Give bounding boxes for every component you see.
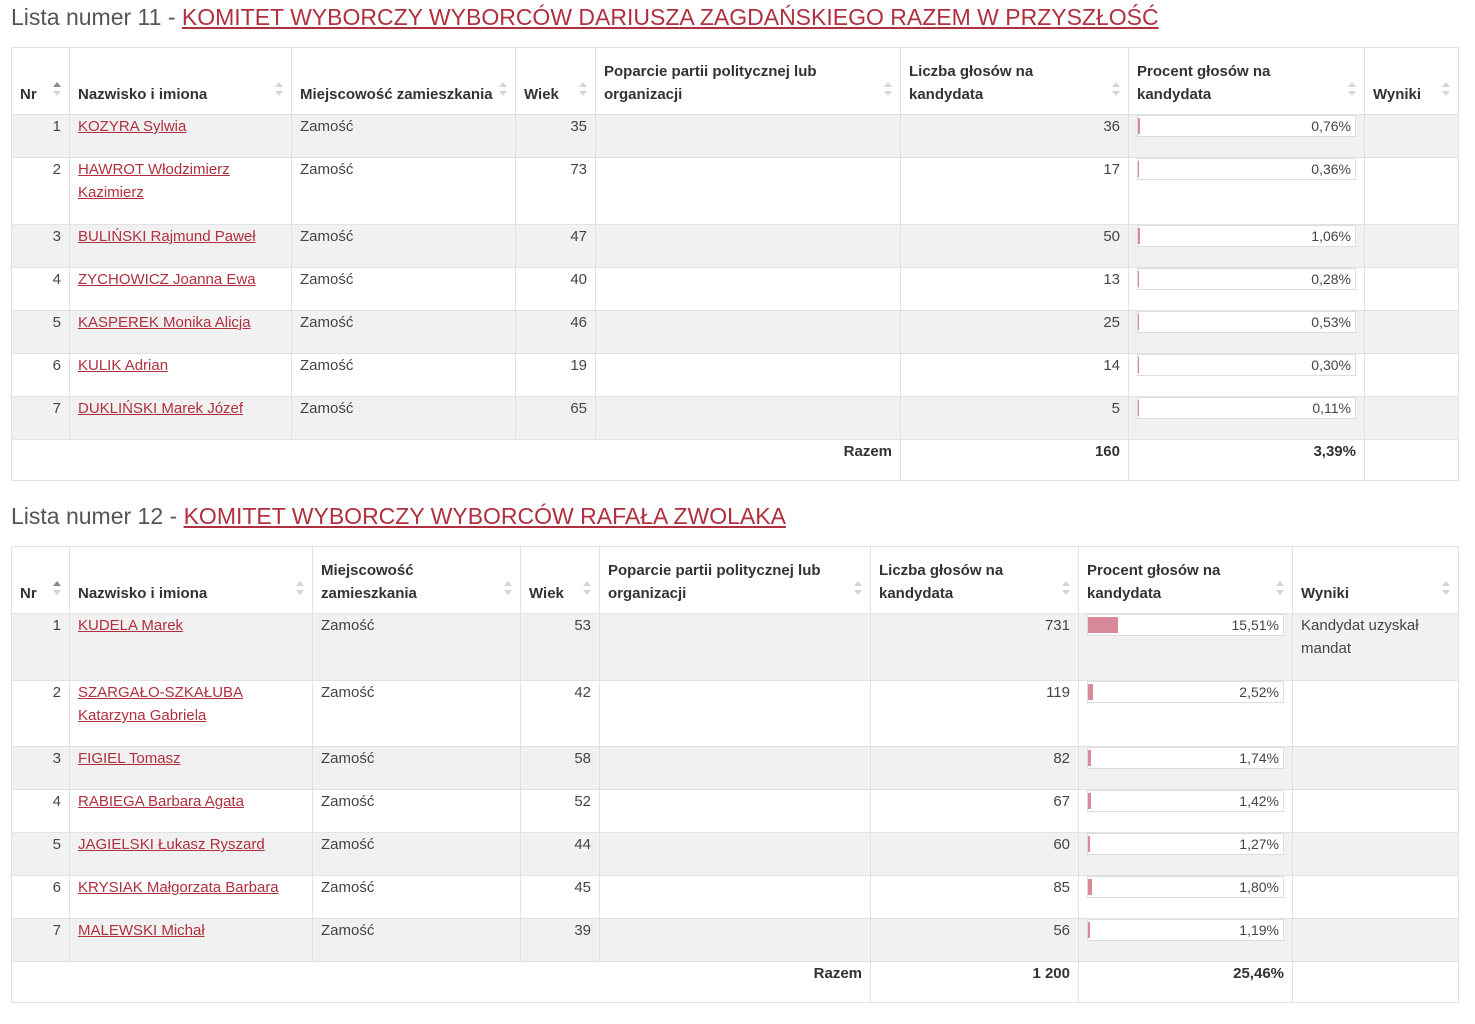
table-row <box>12 681 1459 747</box>
cell-percent <box>1079 833 1293 876</box>
cell-nr: 7 <box>12 397 70 440</box>
column-header-support[interactable]: Poparcie partii politycznej lub organizacji <box>600 547 871 614</box>
column-header-nr[interactable]: Nr <box>12 48 70 115</box>
cell-votes: 17 <box>901 158 1129 225</box>
cell-nr: 4 <box>12 268 70 311</box>
cell-nr: 5 <box>12 311 70 354</box>
committee-link[interactable]: KOMITET WYBORCZY WYBORCÓW RAFAŁA ZWOLAKA <box>183 503 786 529</box>
cell-result <box>1365 311 1459 354</box>
total-label: Razem <box>12 962 871 1003</box>
table-row <box>12 876 1459 919</box>
cell-age: 46 <box>516 311 596 354</box>
column-header-age[interactable]: Wiek <box>521 547 600 614</box>
table-row <box>12 833 1459 876</box>
cell-nr: 3 <box>12 747 70 790</box>
cell-votes: 60 <box>871 833 1079 876</box>
percent-bar-fill <box>1088 617 1118 633</box>
cell-nr: 7 <box>12 919 70 962</box>
candidate-link[interactable]: SZARGAŁO-SZKAŁUBA Katarzyna Gabriela <box>78 684 244 724</box>
cell-percent <box>1079 876 1293 919</box>
cell-name <box>70 354 292 397</box>
cell-votes: 13 <box>901 268 1129 311</box>
cell-age: 19 <box>516 354 596 397</box>
sort-icon <box>296 581 304 595</box>
cell-nr: 1 <box>12 115 70 158</box>
table-row <box>12 397 1459 440</box>
percent-value: 0,76% <box>1311 118 1351 134</box>
cell-age: 73 <box>516 158 596 225</box>
candidate-link[interactable]: KOZYRA Sylwia <box>78 118 187 135</box>
list-heading <box>11 0 1458 34</box>
candidates-table <box>11 546 1459 1003</box>
percent-value: 1,27% <box>1239 836 1279 852</box>
candidate-link[interactable]: RABIEGA Barbara Agata <box>78 793 244 810</box>
cell-result <box>1293 876 1459 919</box>
column-header-nr[interactable]: Nr <box>12 547 70 614</box>
column-header-percent[interactable]: Procent głosów na kandydata <box>1129 48 1365 115</box>
cell-name <box>70 268 292 311</box>
list-prefix: Lista numer 11 - <box>11 4 182 30</box>
cell-place: Zamość <box>313 747 521 790</box>
percent-bar <box>1087 919 1284 941</box>
cell-name <box>70 614 313 681</box>
table-row <box>12 225 1459 268</box>
percent-bar <box>1137 311 1356 333</box>
percent-value: 1,06% <box>1311 228 1351 244</box>
column-header-place[interactable]: Miejscowość zamieszkania <box>292 48 516 115</box>
cell-votes: 67 <box>871 790 1079 833</box>
candidates-table <box>11 47 1459 481</box>
candidate-link[interactable]: MALEWSKI Michał <box>78 922 205 939</box>
cell-age: 52 <box>521 790 600 833</box>
percent-bar <box>1087 681 1284 703</box>
cell-name <box>70 115 292 158</box>
sort-icon <box>579 82 587 96</box>
cell-support <box>596 225 901 268</box>
cell-age: 65 <box>516 397 596 440</box>
sort-icon <box>275 82 283 96</box>
cell-name <box>70 833 313 876</box>
list-section-11 <box>11 0 1458 481</box>
column-header-name[interactable]: Nazwisko i imiona <box>70 547 313 614</box>
total-empty <box>1365 440 1459 481</box>
percent-bar-fill <box>1138 357 1139 373</box>
cell-place: Zamość <box>292 225 516 268</box>
sort-icon <box>53 581 61 595</box>
sort-icon <box>854 581 862 595</box>
cell-nr: 4 <box>12 790 70 833</box>
sort-icon <box>499 82 507 96</box>
percent-value: 1,80% <box>1239 879 1279 895</box>
cell-name <box>70 225 292 268</box>
percent-bar-fill <box>1088 836 1090 852</box>
cell-percent <box>1129 225 1365 268</box>
cell-percent <box>1079 614 1293 681</box>
cell-support <box>600 790 871 833</box>
cell-place: Zamość <box>313 876 521 919</box>
percent-value: 0,11% <box>1312 400 1351 416</box>
cell-percent <box>1129 158 1365 225</box>
cell-support <box>596 115 901 158</box>
cell-nr: 1 <box>12 614 70 681</box>
cell-name <box>70 919 313 962</box>
percent-bar-fill <box>1088 750 1091 766</box>
cell-place: Zamość <box>313 790 521 833</box>
candidate-link[interactable]: BULIŃSKI Rajmund Paweł <box>78 228 256 245</box>
table-row <box>12 158 1459 225</box>
cell-support <box>600 876 871 919</box>
cell-result <box>1293 790 1459 833</box>
total-empty <box>1293 962 1459 1003</box>
table-row <box>12 614 1459 681</box>
percent-value: 0,53% <box>1311 314 1351 330</box>
sort-icon <box>1348 82 1356 96</box>
cell-support <box>600 919 871 962</box>
cell-name <box>70 747 313 790</box>
column-header-support[interactable]: Poparcie partii politycznej lub organizacji <box>596 48 901 115</box>
cell-nr: 5 <box>12 833 70 876</box>
table-row <box>12 311 1459 354</box>
cell-nr: 6 <box>12 354 70 397</box>
cell-votes: 14 <box>901 354 1129 397</box>
cell-age: 35 <box>516 115 596 158</box>
cell-age: 45 <box>521 876 600 919</box>
cell-nr: 2 <box>12 681 70 747</box>
cell-votes: 82 <box>871 747 1079 790</box>
cell-result <box>1365 268 1459 311</box>
percent-bar <box>1137 268 1356 290</box>
total-votes: 160 <box>901 440 1129 481</box>
column-header-votes[interactable]: Liczba głosów na kandydata <box>901 48 1129 115</box>
total-percent: 25,46% <box>1079 962 1293 1003</box>
percent-value: 0,36% <box>1311 161 1351 177</box>
percent-value: 1,74% <box>1239 750 1279 766</box>
cell-result <box>1293 681 1459 747</box>
percent-bar-fill <box>1138 228 1140 244</box>
table-row <box>12 115 1459 158</box>
percent-bar <box>1137 158 1356 180</box>
candidate-link[interactable]: FIGIEL Tomasz <box>78 750 181 767</box>
committee-link[interactable]: KOMITET WYBORCZY WYBORCÓW DARIUSZA ZAGDAŃSKIEGO RAZEM W PRZYSZŁOŚĆ <box>181 4 1159 30</box>
cell-name <box>70 158 292 225</box>
percent-bar <box>1087 876 1284 898</box>
cell-name <box>70 311 292 354</box>
table-row <box>12 919 1459 962</box>
cell-result: Kandydat uzyskał mandat <box>1293 614 1459 681</box>
cell-result <box>1365 158 1459 225</box>
cell-support <box>596 354 901 397</box>
cell-place: Zamość <box>292 397 516 440</box>
column-header-results[interactable]: Wyniki <box>1365 48 1459 115</box>
column-header-name[interactable]: Nazwisko i imiona <box>70 48 292 115</box>
cell-name <box>70 790 313 833</box>
cell-percent <box>1079 790 1293 833</box>
percent-value: 0,28% <box>1311 271 1351 287</box>
table-row <box>12 747 1459 790</box>
percent-value: 1,19% <box>1239 922 1279 938</box>
cell-votes: 50 <box>901 225 1129 268</box>
cell-support <box>596 311 901 354</box>
column-header-place[interactable]: Miejscowość zamieszkania <box>313 547 521 614</box>
percent-bar <box>1137 115 1356 137</box>
cell-nr: 3 <box>12 225 70 268</box>
cell-age: 39 <box>521 919 600 962</box>
sort-icon <box>1112 82 1120 96</box>
cell-age: 44 <box>521 833 600 876</box>
cell-place: Zamość <box>313 833 521 876</box>
percent-bar-fill <box>1138 161 1139 177</box>
percent-bar-fill <box>1138 271 1139 287</box>
cell-votes: 25 <box>901 311 1129 354</box>
sort-icon <box>583 581 591 595</box>
cell-place: Zamość <box>313 681 521 747</box>
cell-age: 42 <box>521 681 600 747</box>
percent-bar-fill <box>1138 118 1140 134</box>
totals-row <box>12 962 1459 1003</box>
cell-percent <box>1129 311 1365 354</box>
cell-result <box>1365 397 1459 440</box>
cell-age: 40 <box>516 268 596 311</box>
cell-votes: 731 <box>871 614 1079 681</box>
cell-support <box>600 833 871 876</box>
candidate-link[interactable]: KRYSIAK Małgorzata Barbara <box>78 879 279 896</box>
percent-bar <box>1087 790 1284 812</box>
cell-percent <box>1129 397 1365 440</box>
cell-percent <box>1129 268 1365 311</box>
sort-icon <box>1276 581 1284 595</box>
cell-nr: 6 <box>12 876 70 919</box>
cell-place: Zamość <box>313 614 521 681</box>
percent-bar <box>1087 747 1284 769</box>
candidate-link[interactable]: KUDELA Marek <box>78 617 184 634</box>
candidate-link[interactable]: KASPEREK Monika Alicja <box>78 314 251 331</box>
cell-place: Zamość <box>292 311 516 354</box>
cell-votes: 5 <box>901 397 1129 440</box>
cell-place: Zamość <box>292 268 516 311</box>
cell-votes: 85 <box>871 876 1079 919</box>
sort-icon <box>53 82 61 96</box>
cell-support <box>600 614 871 681</box>
cell-result <box>1365 354 1459 397</box>
percent-bar-fill <box>1088 879 1092 895</box>
column-header-age[interactable]: Wiek <box>516 48 596 115</box>
cell-nr: 2 <box>12 158 70 225</box>
column-header-percent[interactable]: Procent głosów na kandydata <box>1079 547 1293 614</box>
cell-support <box>596 158 901 225</box>
total-votes: 1 200 <box>871 962 1079 1003</box>
cell-percent <box>1079 681 1293 747</box>
percent-bar-fill <box>1088 922 1090 938</box>
cell-age: 58 <box>521 747 600 790</box>
list-section-12 <box>11 499 1458 1003</box>
percent-bar <box>1137 397 1356 419</box>
cell-percent <box>1079 747 1293 790</box>
cell-support <box>596 268 901 311</box>
candidate-link[interactable]: DUKLIŃSKI Marek Józef <box>78 400 244 417</box>
list-prefix: Lista numer 12 - <box>11 503 184 529</box>
column-header-results[interactable]: Wyniki <box>1293 547 1459 614</box>
sort-icon <box>1442 581 1450 595</box>
sort-icon <box>884 82 892 96</box>
cell-name <box>70 681 313 747</box>
table-row <box>12 268 1459 311</box>
sort-icon <box>1442 82 1450 96</box>
percent-value: 15,51% <box>1231 617 1279 633</box>
cell-place: Zamość <box>313 919 521 962</box>
cell-result <box>1293 919 1459 962</box>
sort-icon <box>504 581 512 595</box>
percent-value: 1,42% <box>1239 793 1279 809</box>
cell-support <box>600 681 871 747</box>
cell-age: 53 <box>521 614 600 681</box>
percent-bar <box>1087 833 1284 855</box>
cell-name <box>70 876 313 919</box>
candidate-link[interactable]: JAGIELSKI Łukasz Ryszard <box>78 836 265 853</box>
cell-votes: 56 <box>871 919 1079 962</box>
percent-bar-fill <box>1088 793 1091 809</box>
cell-place: Zamość <box>292 115 516 158</box>
table-row <box>12 790 1459 833</box>
percent-bar-fill <box>1138 400 1139 416</box>
cell-result <box>1293 833 1459 876</box>
cell-name <box>70 397 292 440</box>
cell-age: 47 <box>516 225 596 268</box>
column-header-votes[interactable]: Liczba głosów na kandydata <box>871 547 1079 614</box>
list-heading <box>11 499 1458 533</box>
cell-votes: 36 <box>901 115 1129 158</box>
candidate-link[interactable]: HAWROT Włodzimierz Kazimierz <box>78 161 230 201</box>
cell-support <box>600 747 871 790</box>
table-row <box>12 354 1459 397</box>
total-label: Razem <box>12 440 901 481</box>
totals-row <box>12 440 1459 481</box>
cell-votes: 119 <box>871 681 1079 747</box>
candidate-link[interactable]: KULIK Adrian <box>78 357 169 374</box>
cell-support <box>596 397 901 440</box>
percent-bar <box>1087 614 1284 636</box>
cell-result <box>1365 225 1459 268</box>
cell-percent <box>1129 354 1365 397</box>
percent-bar-fill <box>1088 684 1093 700</box>
percent-value: 2,52% <box>1239 684 1279 700</box>
cell-percent <box>1129 115 1365 158</box>
sort-icon <box>1062 581 1070 595</box>
percent-bar-fill <box>1138 314 1139 330</box>
percent-bar <box>1137 225 1356 247</box>
cell-place: Zamość <box>292 354 516 397</box>
percent-bar <box>1137 354 1356 376</box>
total-percent: 3,39% <box>1129 440 1365 481</box>
cell-place: Zamość <box>292 158 516 225</box>
cell-percent <box>1079 919 1293 962</box>
percent-value: 0,30% <box>1311 357 1351 373</box>
cell-result <box>1365 115 1459 158</box>
candidate-link[interactable]: ZYCHOWICZ Joanna Ewa <box>78 271 256 288</box>
cell-result <box>1293 747 1459 790</box>
